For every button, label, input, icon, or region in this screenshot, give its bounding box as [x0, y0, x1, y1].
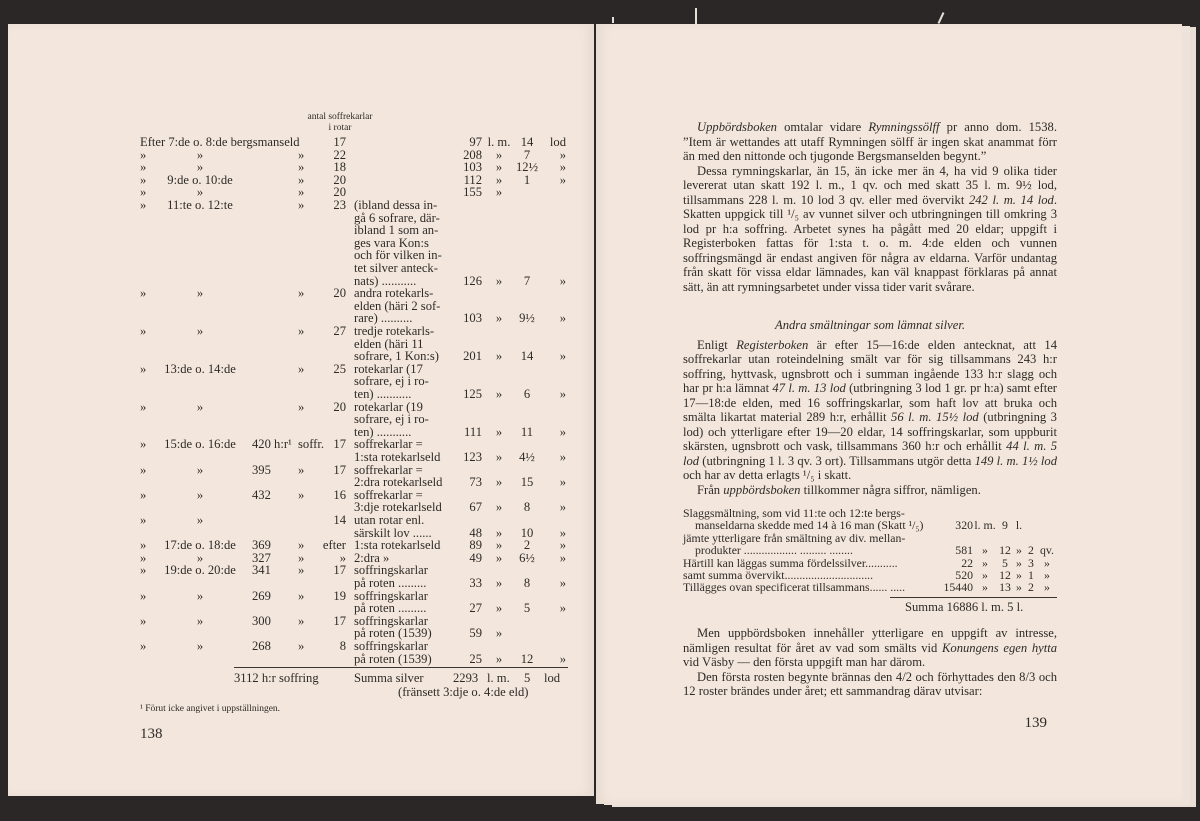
cell-b: »	[196, 399, 204, 414]
cell-u: l. m.	[974, 518, 996, 533]
cell-t: utan rotar enl.	[354, 513, 425, 527]
cell-u: »	[495, 185, 503, 200]
cell-u: »	[495, 538, 503, 553]
cell-d: soffr.	[298, 437, 325, 452]
footnote: ¹ Förut icke angivet i uppställningen.	[140, 704, 281, 714]
cell-a: »	[140, 361, 147, 376]
cell-d: »	[298, 361, 305, 376]
cell-b: 11:te o. 12:te	[167, 198, 233, 212]
cell-w: »	[559, 500, 566, 515]
cell-t: på roten (1539)	[354, 651, 432, 666]
cell-t: soffrekarlar =	[354, 462, 423, 477]
cell-l: 4½	[519, 450, 535, 464]
cell-n: 18	[333, 160, 346, 175]
cell-l: 11	[520, 424, 534, 439]
table-row	[8, 363, 594, 376]
total-value: 2293	[453, 671, 479, 685]
cell-u: »	[495, 450, 503, 464]
cell-v: 581	[955, 543, 973, 558]
cell-n: »	[339, 550, 346, 565]
cell-l: 13	[999, 580, 1011, 595]
table-row	[683, 544, 1057, 556]
cell-b: »	[196, 286, 204, 301]
cell-b: 9:de o. 10:de	[167, 172, 233, 187]
total-label: Summa silver	[354, 671, 424, 685]
cell-u: »	[495, 626, 503, 641]
cell-a: »	[140, 639, 147, 653]
cell-d: »	[298, 324, 305, 338]
cell-k: jämte ytterligare från smältning av div. mellan-	[683, 530, 906, 545]
cell-t: elden (häri 2 sof-	[354, 298, 441, 313]
cell-l: 7	[523, 147, 531, 162]
cell-v: 201	[463, 349, 482, 364]
cell-u: »	[495, 273, 503, 288]
cell-l: 2	[523, 538, 531, 553]
sum-rule	[234, 667, 568, 668]
table-row	[8, 438, 594, 451]
cell-t: 2:dra »	[354, 550, 390, 565]
cell-l: 6½	[519, 550, 535, 565]
cell-v: 48	[469, 525, 482, 540]
cell-a: »	[140, 324, 147, 338]
cell-u: »	[982, 580, 988, 595]
cell-a: »	[140, 513, 147, 527]
cell-u: »	[495, 576, 503, 590]
table-row	[8, 640, 594, 653]
cell-l: 5	[1002, 555, 1008, 570]
cell-t: soffringskarlar	[354, 639, 428, 653]
cell-k: Härtill kan läggas summa fördelssilver...........	[683, 555, 898, 570]
column-header: antal soffrekarlar	[307, 112, 373, 122]
cell-v: 97	[469, 135, 482, 149]
cell-u: »	[495, 424, 503, 439]
cell-a: »	[140, 147, 147, 162]
table-row	[8, 224, 594, 237]
section-subheading: Andra smältningar som lämnat silver.	[775, 318, 965, 332]
cell-b: »	[196, 462, 204, 477]
cell-t: ten) ...........	[354, 424, 412, 439]
cell-v: 126	[463, 273, 482, 288]
cell-d: »	[298, 588, 305, 603]
table-row	[683, 519, 1057, 531]
cell-n: 14	[333, 513, 346, 527]
cell-t: 1:sta rotekarlseld	[354, 450, 441, 464]
cell-v: 27	[469, 601, 482, 616]
table-row	[8, 401, 594, 414]
cell-l: 12	[999, 567, 1011, 582]
cell-c: 268	[252, 639, 271, 653]
cell-w: »	[559, 311, 566, 326]
cell-b: »	[196, 588, 204, 603]
cell-v: 59	[469, 626, 482, 641]
paragraph: Den första rosten begynte brännas den 4/2 och förhyttades den 8/3 och 12 roster brändes under året; ett sammandrag därav utvisar:	[683, 669, 1057, 699]
cell-l: 12	[520, 651, 534, 666]
cell-v: 123	[463, 450, 482, 464]
cell-t: soffringskarlar	[354, 588, 428, 603]
cell-u: »	[495, 311, 503, 326]
cell-n: 17	[333, 613, 346, 628]
cell-t: elden (häri 11	[354, 336, 424, 351]
cell-k: Slaggsmältning, som vid 11:te och 12:te bergs-	[683, 506, 905, 520]
cell-b: »	[196, 147, 204, 162]
cell-n: 8	[339, 639, 346, 653]
cell-d: »	[298, 286, 305, 301]
cell-u: »	[495, 172, 503, 187]
table-row	[8, 464, 594, 477]
cell-k: Tillägges ovan specificerat tillsammans...... .....	[683, 580, 906, 595]
cell-v: 67	[469, 500, 482, 515]
cell-a: »	[140, 613, 147, 628]
table-row	[8, 287, 594, 300]
cell-w: »	[559, 160, 566, 175]
cell-l: 14	[520, 135, 534, 149]
cell-v: 111	[464, 424, 482, 439]
cell-c: 432	[252, 487, 271, 502]
cell-a: »	[140, 399, 147, 414]
cell-l: 12	[999, 543, 1011, 558]
cell-t: sofrare, 1 Kon:s)	[354, 349, 439, 364]
cell-d: »	[298, 538, 305, 553]
cell-t: tet silver anteck-	[354, 261, 438, 275]
cell-w: lod	[549, 135, 566, 149]
cell-d: »	[298, 172, 305, 187]
cell-k2: manseldarna skedde med 14 à 16 man (Skatt ¹/₅)	[695, 518, 924, 533]
cell-t: soffringskarlar	[354, 563, 428, 578]
cell-n: 27	[333, 324, 346, 338]
cell-a: »	[140, 563, 147, 578]
cell-x: »	[1044, 555, 1050, 570]
table-row	[8, 388, 594, 401]
cell-b: 13:de o. 14:de	[164, 361, 236, 376]
cell-w: »	[559, 475, 566, 490]
cell-b: 17:de o. 18:de	[164, 538, 236, 553]
cell-n: 20	[333, 286, 346, 301]
cell-l: 1	[523, 172, 531, 187]
cell-m: »	[1016, 567, 1022, 582]
cell-v: 103	[463, 311, 482, 326]
table-row	[8, 161, 594, 174]
cell-t: andra rotekarls-	[354, 286, 434, 301]
cell-a: »	[140, 172, 147, 187]
cell-w: »	[559, 172, 566, 187]
cell-v: 520	[955, 567, 973, 582]
cell-l: 6	[523, 387, 531, 401]
cell-v: 155	[463, 185, 482, 200]
cell-w: »	[559, 349, 566, 364]
cell-d: »	[298, 198, 305, 212]
table-row	[8, 451, 594, 464]
cell-m: »	[1016, 543, 1022, 558]
cell-t: tredje rotekarls-	[354, 324, 435, 338]
cell-n: 17	[333, 462, 346, 477]
table-row	[8, 514, 594, 527]
cell-u: »	[982, 543, 988, 558]
paragraph: Dessa rymningskarlar, än 15, än icke mer än 4, ha vid 9 olika tider levererat utan skatt 192 l. m., 1 qv. och med skatt 35 l. m. 9½ lod, tillsammans 228 l. m. 10 lod 3 qv. eller med övervikt 242 l. m. 14 lod. Skatten uppgick till ¹/₅ av vunnet silver och utbringningen till omkring 3 lod pr h:a soffring. Arbetet synes ha pågått med 20 eldar; uppgift i Registerboken fattas för 1:sta t. o. m. 4:de elden och vunnen soffringsmängd är endast angiven för några av eldarna. Varför undantag från skatt för vissa eldar lämnades, kan väl knappast förklaras på annat sätt, än att rymningsarbetet under vissa tider varit svårare.	[683, 163, 1057, 294]
cell-d: »	[298, 462, 305, 477]
cell-u: l. m.	[487, 135, 511, 149]
cell-u: »	[495, 525, 503, 540]
cell-t: (ibland dessa in-	[354, 198, 438, 212]
cell-b: »	[196, 324, 204, 338]
cell-b: »	[196, 550, 204, 565]
cell-t: på roten .........	[354, 601, 427, 616]
cell-w: »	[559, 538, 566, 553]
cell-d: »	[298, 487, 305, 502]
cell-t: sofrare, ej i ro-	[354, 374, 429, 389]
cell-t: rotekarlar (17	[354, 361, 423, 376]
table-row	[683, 581, 1057, 593]
cell-u: »	[495, 651, 503, 666]
total-note: (fränsett 3:dje o. 4:de eld)	[398, 685, 529, 699]
left-page	[8, 24, 594, 796]
cell-x: qv.	[1040, 543, 1054, 558]
table-row	[8, 501, 594, 514]
cell-u: »	[495, 601, 503, 616]
cell-a: »	[140, 160, 147, 175]
cell-c: 395	[252, 462, 271, 477]
cell-m: »	[1016, 555, 1022, 570]
table-row	[8, 212, 594, 225]
cell-c: 269	[252, 588, 271, 603]
table-row	[8, 539, 594, 552]
cell-u: »	[495, 550, 503, 565]
cell-m: l.	[1015, 518, 1023, 533]
cell-w: »	[559, 387, 566, 401]
summary-total: Summa 16886 l. m. 5 l.	[905, 599, 1024, 614]
cell-t: sofrare, ej i ro-	[354, 412, 429, 427]
cell-d: »	[298, 399, 305, 414]
cell-c: 420 h:r¹	[252, 437, 292, 452]
cell-a: »	[140, 198, 147, 212]
total-lod-unit: lod	[544, 671, 561, 685]
cell-n: 23	[333, 198, 346, 212]
summary-table	[683, 507, 1057, 594]
page-number: 139	[1024, 714, 1047, 731]
table-row	[8, 577, 594, 590]
cell-t: 2:dra rotekarlseld	[354, 475, 443, 490]
cell-k: samt summa övervikt..............................	[683, 567, 874, 582]
table-row	[8, 249, 594, 262]
table-row	[8, 237, 594, 250]
cell-u: »	[982, 567, 988, 582]
table-row	[8, 325, 594, 338]
table-row	[8, 653, 594, 666]
table-row	[8, 136, 594, 149]
cell-t: på roten .........	[354, 576, 427, 590]
cell-v: 208	[463, 147, 482, 162]
cell-l: 7	[523, 273, 531, 288]
cell-d: »	[298, 185, 305, 200]
cell-b: »	[196, 185, 204, 200]
table-row	[8, 602, 594, 615]
cell-n: 25	[333, 361, 346, 376]
cell-w: »	[559, 450, 566, 464]
cell-u: »	[982, 555, 988, 570]
cell-w: »	[559, 424, 566, 439]
table-row	[8, 350, 594, 363]
table-row	[8, 489, 594, 502]
cell-n: 16	[333, 487, 346, 502]
cell-n: 17	[333, 135, 346, 149]
table-row	[8, 199, 594, 212]
cell-b: »	[196, 613, 204, 628]
cell-k2: produkter .................. ......... ........	[695, 543, 853, 558]
cell-l: 8	[523, 576, 531, 590]
cell-v: 89	[469, 538, 482, 553]
cell-q: 2	[1028, 543, 1034, 558]
cell-a: »	[140, 588, 147, 603]
cell-v: 103	[463, 160, 482, 175]
table-row	[8, 338, 594, 351]
cell-a: »	[140, 550, 147, 565]
total-lod: 5	[524, 671, 531, 685]
cell-w: »	[559, 651, 566, 666]
cell-v: 112	[463, 172, 482, 187]
cell-t: rare) ..........	[354, 311, 413, 326]
cell-t: särskilt lov ......	[354, 525, 432, 540]
cell-w: »	[559, 601, 566, 616]
cell-l: 12½	[515, 160, 539, 175]
cell-n: efter	[322, 538, 346, 553]
cell-a: Efter 7:de o. 8:de bergsmanseld	[140, 135, 300, 149]
page-number: 138	[140, 726, 163, 742]
cell-t: nats) ...........	[354, 273, 417, 288]
cell-v: 22	[961, 555, 973, 570]
handwriting-mark	[612, 17, 614, 23]
cell-l: 5	[523, 601, 531, 616]
cell-n: 17	[333, 437, 346, 452]
cell-b: »	[196, 513, 204, 527]
cell-n: 20	[333, 185, 346, 200]
cell-v: 25	[469, 651, 482, 666]
body-text	[683, 120, 1057, 731]
cell-x: »	[1044, 580, 1050, 595]
table-row	[8, 476, 594, 489]
cell-w: »	[559, 273, 566, 288]
cell-t: 3:dje rotekarlseld	[354, 500, 442, 515]
cell-t: ges vara Kon:s	[354, 235, 429, 250]
cell-t: soffrekarlar =	[354, 487, 423, 502]
cell-t: och för vilken in-	[354, 248, 442, 263]
cell-u: »	[495, 349, 503, 364]
table-row	[8, 564, 594, 577]
cell-v: 15440	[943, 580, 973, 595]
cell-a: »	[140, 185, 147, 200]
cell-t: rotekarlar (19	[354, 399, 423, 414]
cell-v: 73	[469, 475, 482, 490]
paragraph: Uppbördsboken omtalar vidare Rymningssölff pr anno dom. 1538. ”Item är wettandes att utaff Rymningen sölff är ingen skat anammat förr än med den nittonde och tjugonde Bergsmanselden begynt.”	[683, 120, 1057, 163]
handwriting-mark	[938, 12, 945, 24]
cell-d: »	[298, 639, 305, 653]
cell-l: 10	[520, 525, 534, 540]
cell-x: »	[1044, 567, 1050, 582]
cell-n: 19	[333, 588, 346, 603]
cell-w: »	[559, 550, 566, 565]
cell-v: 125	[463, 387, 482, 401]
cell-b: »	[196, 487, 204, 502]
cell-l: 15	[520, 475, 534, 490]
cell-a: »	[140, 462, 147, 477]
column-header: i rotar	[328, 123, 352, 133]
table-row	[8, 262, 594, 275]
cell-c: 300	[252, 613, 271, 628]
cell-q: 2	[1028, 580, 1034, 595]
cell-d: »	[298, 563, 305, 578]
cell-v: 49	[469, 550, 482, 565]
cell-t: ibland 1 som an-	[354, 223, 439, 238]
cell-c: 327	[252, 550, 271, 565]
table-row	[8, 375, 594, 388]
cell-w: »	[559, 576, 566, 590]
cell-u: »	[495, 160, 503, 175]
cell-d: »	[298, 613, 305, 628]
cell-l: 8	[523, 500, 531, 515]
cell-a: »	[140, 538, 147, 553]
table-row	[8, 590, 594, 603]
cell-t: ten) ...........	[354, 387, 412, 401]
right-page	[596, 24, 1182, 804]
cell-n: 22	[333, 147, 346, 162]
paragraph: Enligt Registerboken är efter 15—16:de elden antecknat, att 14 soffrekarlar utan roteindelning smält var för sig tillsammans 243 h:r soffring, hyttvask, ugnsbrott och i summan ingående 133 h:r slagg och har pr h:a lämnat 47 l. m. 13 lod (utbringning 3 lod 1 gr. pr h:a) samt efter 17—18:de elden, med 16 soffringskarlar, som haft lov att bruka och smälta likartat material 289 h:r, erhållit 56 l. m. 15½ lod (utbringning 3 lod) och ytterligare efter 19—20 eldar, 14 soffringskarlar, som uppburit skärsten, ugnsbrott och vask, tillsammans 360 h:r och erhållit 44 l. m. 5 lod (utbringning 1 l. 3 qv. 3 ort). Tillsammans utgör detta 149 l. m. 1½ lod och har av detta erlagts ¹/₅ i skatt.	[683, 337, 1058, 482]
cell-a: »	[140, 286, 147, 301]
cell-t: 1:sta rotekarlseld	[354, 538, 441, 553]
cell-c: 341	[252, 563, 271, 578]
sum-rule	[890, 597, 1057, 598]
cell-b: »	[196, 160, 204, 175]
cell-b: »	[196, 639, 204, 653]
cell-t: soffringskarlar	[354, 613, 428, 628]
cell-n: 17	[333, 563, 346, 578]
cell-b: 19:de o. 20:de	[164, 563, 236, 578]
cell-w: »	[559, 525, 566, 540]
cell-u: »	[495, 387, 503, 401]
cell-u: »	[495, 500, 503, 515]
table-row	[8, 300, 594, 313]
cell-q: 3	[1028, 555, 1034, 570]
cell-l: 14	[520, 349, 534, 364]
cell-l: 9½	[519, 311, 535, 326]
total-soffring: 3112 h:r soffring	[234, 671, 319, 685]
cell-t: soffrekarlar =	[354, 437, 423, 452]
cell-u: »	[495, 147, 503, 162]
cell-w: »	[559, 147, 566, 162]
cell-c: 369	[252, 538, 271, 553]
total-unit: l. m.	[487, 671, 510, 685]
table-row	[8, 615, 594, 628]
cell-d: »	[298, 550, 305, 565]
cell-d: »	[298, 147, 305, 162]
cell-l: 9	[1002, 518, 1008, 533]
cell-b: 15:de o. 16:de	[164, 437, 236, 452]
paragraph: Från uppbördsboken tillkommer några siffror, nämligen.	[697, 482, 981, 497]
cell-t: gå 6 sofrare, där-	[354, 210, 440, 225]
cell-m: »	[1016, 580, 1022, 595]
cell-v: 320	[955, 518, 973, 533]
table-row	[8, 413, 594, 426]
cell-a: »	[140, 487, 147, 502]
handwriting-mark	[695, 8, 697, 24]
cell-a: »	[140, 437, 147, 452]
cell-n: 20	[333, 399, 346, 414]
cell-d: »	[298, 160, 305, 175]
cell-n: 20	[333, 172, 346, 187]
paragraph: Men uppbördsboken innehåller ytterligare en uppgift av intresse, nämligen resultat för året av vad som smälts vid Konungens egen hytta vid Väsby — den första uppgift man har därom.	[683, 626, 1057, 670]
cell-v: 33	[469, 576, 482, 590]
cell-t: på roten (1539)	[354, 626, 432, 641]
cell-q: 1	[1028, 567, 1034, 582]
cell-u: »	[495, 475, 503, 490]
